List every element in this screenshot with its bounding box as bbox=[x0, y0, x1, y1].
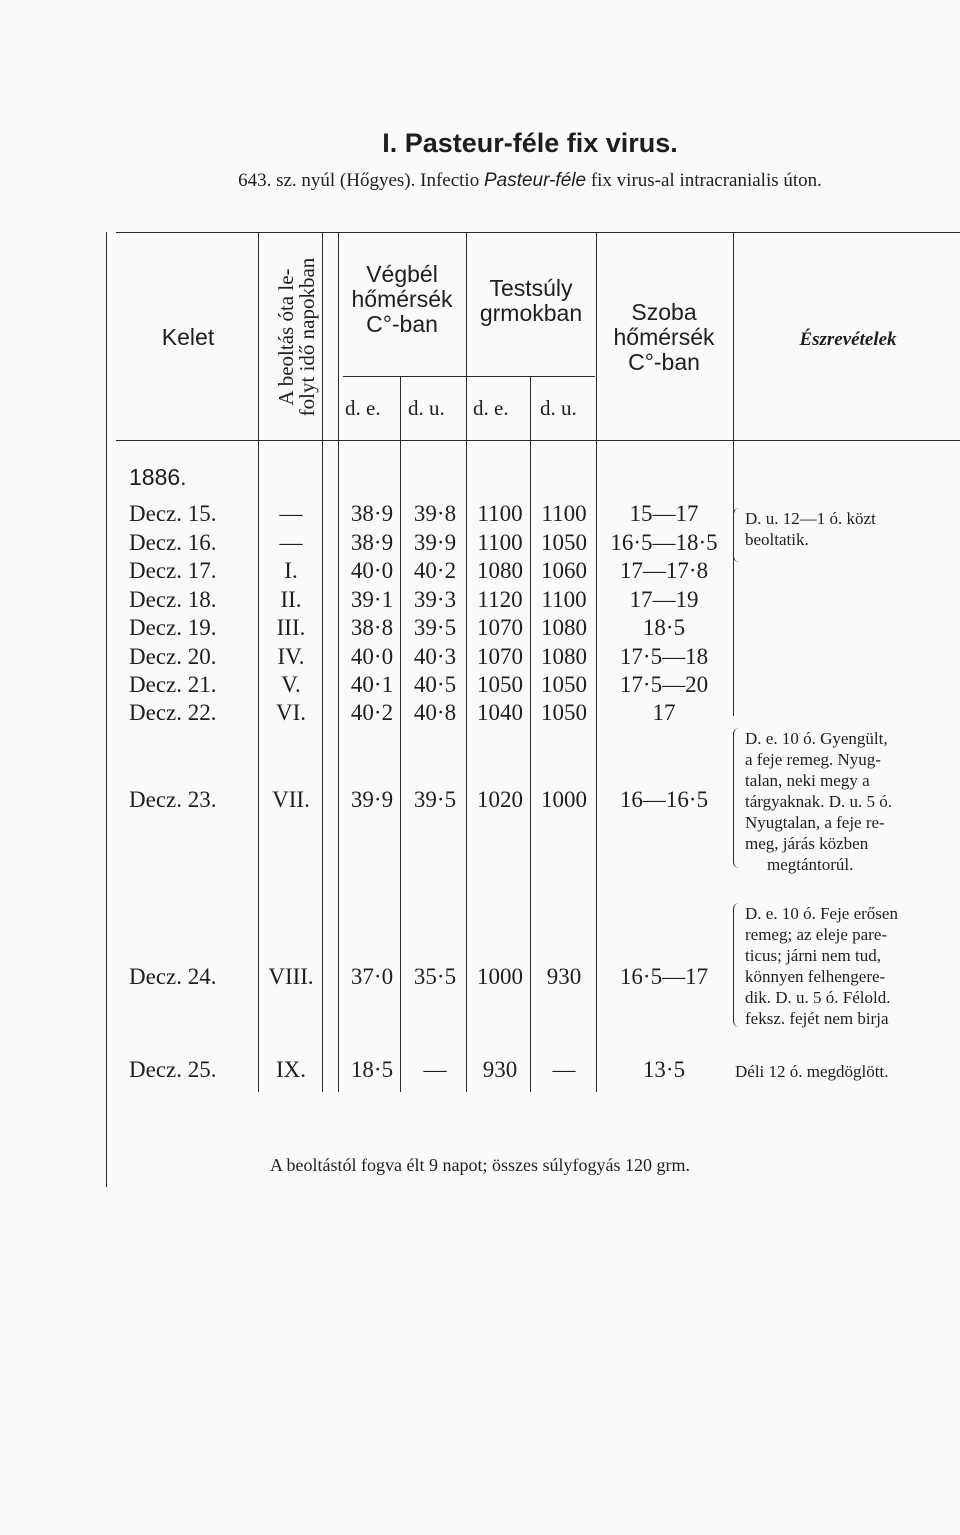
row-temp-de: 37·0 bbox=[350, 964, 394, 989]
row-temp-de: 18·5 bbox=[350, 1057, 394, 1082]
note-line: megtántorúl. bbox=[767, 855, 854, 874]
subheader-weight-du: d. u. bbox=[540, 396, 577, 420]
note-line: könnyen felhengere- bbox=[745, 967, 886, 986]
row-temp-de: 39·9 bbox=[350, 787, 394, 812]
row-weight-de: 1070 bbox=[477, 615, 523, 640]
header-room-line3: C°-ban bbox=[628, 349, 700, 375]
row-date: Decz. 18. bbox=[129, 587, 217, 612]
row-temp-du: 35·5 bbox=[413, 964, 457, 989]
row-weight-de: 1100 bbox=[477, 501, 523, 526]
row-day: — bbox=[279, 530, 303, 555]
row-day: I. bbox=[284, 558, 298, 583]
header-days-line1: A beoltás óta le- bbox=[274, 268, 298, 406]
header-sub-rule bbox=[343, 376, 595, 377]
row-weight-de: 1120 bbox=[477, 587, 523, 612]
row-weight-du: 1080 bbox=[541, 615, 587, 640]
header-temp-line1: Végbél bbox=[366, 261, 438, 287]
note-line: Nyugtalan, a feje re- bbox=[745, 813, 885, 832]
row-temp-du: 40·2 bbox=[413, 558, 457, 583]
row-temp-de: 40·1 bbox=[350, 672, 394, 697]
note-line: beoltatik. bbox=[745, 530, 809, 549]
subtitle-text-end: fix virus-al intracranialis úton. bbox=[586, 170, 822, 191]
row-room-temp: 17·5—20 bbox=[619, 672, 709, 697]
row-room-temp: 16·5—18·5 bbox=[610, 530, 718, 555]
note-line: D. e. 10 ó. Gyengült, bbox=[745, 729, 888, 748]
note-line: D. u. 12—1 ó. közt bbox=[745, 509, 876, 528]
subheader-temp-de: d. e. bbox=[345, 396, 381, 420]
column-divider bbox=[596, 232, 597, 1092]
row-weight-de: 1070 bbox=[477, 644, 523, 669]
header-bottom-rule bbox=[116, 440, 960, 441]
row-day: — bbox=[279, 501, 303, 526]
row-weight-du: 1080 bbox=[541, 644, 587, 669]
row-date: Decz. 20. bbox=[129, 644, 217, 669]
row-room-temp: 17·5—18 bbox=[619, 644, 709, 669]
header-temp-line3: C°-ban bbox=[366, 311, 438, 337]
note-dec24 bbox=[745, 903, 898, 1029]
row-day: IV. bbox=[277, 644, 305, 669]
row-room-temp: 16·5—17 bbox=[619, 964, 709, 989]
page-title: I. Pasteur-féle fix virus. bbox=[382, 128, 678, 158]
row-day: VII. bbox=[272, 787, 310, 812]
note-dec15 bbox=[745, 508, 876, 550]
row-temp-de: 40·0 bbox=[350, 644, 394, 669]
header-notes: Észrevételek bbox=[799, 329, 897, 350]
row-weight-du: 1100 bbox=[541, 501, 587, 526]
row-weight-de: 1020 bbox=[477, 787, 523, 812]
row-room-temp: 15—17 bbox=[629, 501, 699, 526]
note-line: remeg; az eleje pare- bbox=[745, 925, 888, 944]
row-temp-de: 39·1 bbox=[350, 587, 394, 612]
row-weight-de: 1040 bbox=[477, 700, 523, 725]
row-weight-du: 1100 bbox=[541, 587, 587, 612]
row-date: Decz. 16. bbox=[129, 530, 217, 555]
row-weight-de: 1080 bbox=[477, 558, 523, 583]
row-date: Decz. 24. bbox=[129, 964, 217, 989]
row-weight-du: 1000 bbox=[541, 787, 587, 812]
row-weight-du: 1050 bbox=[541, 672, 587, 697]
row-date: Decz. 19. bbox=[129, 615, 217, 640]
row-room-temp: 16—16·5 bbox=[619, 787, 709, 812]
column-divider bbox=[258, 232, 259, 1092]
note-line: Déli 12 ó. megdöglött. bbox=[735, 1062, 889, 1081]
header-days-elapsed bbox=[275, 232, 319, 442]
note-dec23 bbox=[745, 728, 892, 875]
row-weight-du: 1050 bbox=[541, 700, 587, 725]
note-line: talan, neki megy a bbox=[745, 771, 870, 790]
header-body-weight bbox=[466, 276, 596, 326]
row-room-temp: 17—17·8 bbox=[619, 558, 709, 583]
summary-footer: A beoltástól fogva élt 9 napot; összes súlyfogyás 120 grm. bbox=[270, 1155, 690, 1175]
row-temp-du: 39·9 bbox=[413, 530, 457, 555]
row-date: Decz. 17. bbox=[129, 558, 217, 583]
note-line: tárgyaknak. D. u. 5 ó. bbox=[745, 792, 892, 811]
row-day: VIII. bbox=[268, 964, 314, 989]
note-brace bbox=[733, 903, 740, 1027]
row-temp-du: — bbox=[423, 1057, 447, 1082]
table-top-rule bbox=[116, 232, 960, 233]
header-room-line1: Szoba bbox=[631, 299, 697, 325]
row-day: V. bbox=[281, 672, 301, 697]
row-temp-du: 39·3 bbox=[413, 587, 457, 612]
page-subtitle bbox=[0, 170, 960, 192]
note-line: dik. D. u. 5 ó. Félold. bbox=[745, 988, 891, 1007]
header-rectal-temp bbox=[338, 262, 466, 337]
header-kelet: Kelet bbox=[161, 324, 215, 350]
note-dec25 bbox=[735, 1061, 888, 1082]
note-line: a feje remeg. Nyug- bbox=[745, 750, 881, 769]
row-temp-du: 39·5 bbox=[413, 787, 457, 812]
note-line: ticus; járni nem tud, bbox=[745, 946, 881, 965]
note-line: D. e. 10 ó. Feje erősen bbox=[745, 904, 898, 923]
subheader-temp-du: d. u. bbox=[408, 396, 445, 420]
row-date: Decz. 25. bbox=[129, 1057, 217, 1082]
row-temp-de: 40·2 bbox=[350, 700, 394, 725]
row-weight-de: 1000 bbox=[477, 964, 523, 989]
row-date: Decz. 23. bbox=[129, 787, 217, 812]
header-weight-line2: grmokban bbox=[479, 300, 583, 326]
row-weight-du: 1050 bbox=[541, 530, 587, 555]
row-day: IX. bbox=[275, 1057, 307, 1082]
row-day: VI. bbox=[275, 700, 307, 725]
row-temp-de: 40·0 bbox=[350, 558, 394, 583]
row-room-temp: 13·5 bbox=[642, 1057, 686, 1082]
row-room-temp: 17 bbox=[652, 700, 676, 725]
header-temp-line2: hőmérsék bbox=[351, 286, 453, 312]
note-brace bbox=[733, 728, 740, 868]
note-line: meg, járás közben bbox=[745, 834, 869, 853]
row-temp-du: 40·8 bbox=[413, 700, 457, 725]
note-brace bbox=[733, 508, 740, 562]
row-date: Decz. 22. bbox=[129, 700, 217, 725]
row-room-temp: 17—19 bbox=[629, 587, 699, 612]
row-day: II. bbox=[280, 587, 302, 612]
column-divider bbox=[338, 232, 339, 1092]
header-days-line2: folyt idő napokban bbox=[295, 257, 319, 417]
row-date: Decz. 15. bbox=[129, 501, 217, 526]
row-temp-du: 40·3 bbox=[413, 644, 457, 669]
header-weight-line1: Testsúly bbox=[489, 275, 573, 301]
row-weight-du: — bbox=[552, 1057, 576, 1082]
header-room-line2: hőmérsék bbox=[613, 324, 715, 350]
row-temp-du: 39·5 bbox=[413, 615, 457, 640]
year-label: 1886. bbox=[129, 464, 187, 490]
row-temp-de: 38·8 bbox=[350, 615, 394, 640]
subheader-weight-de: d. e. bbox=[473, 396, 509, 420]
row-weight-de: 1050 bbox=[477, 672, 523, 697]
column-divider bbox=[322, 232, 323, 1092]
left-margin-rule bbox=[106, 232, 107, 1187]
row-room-temp: 18·5 bbox=[642, 615, 686, 640]
row-temp-du: 39·8 bbox=[413, 501, 457, 526]
note-line: feksz. fejét nem birja bbox=[745, 1009, 889, 1028]
column-divider bbox=[733, 232, 734, 716]
row-weight-du: 1060 bbox=[541, 558, 587, 583]
row-weight-de: 1100 bbox=[477, 530, 523, 555]
row-date: Decz. 21. bbox=[129, 672, 217, 697]
header-room-temp bbox=[598, 300, 730, 375]
row-temp-du: 40·5 bbox=[413, 672, 457, 697]
row-weight-du: 930 bbox=[546, 964, 582, 989]
row-weight-de: 930 bbox=[482, 1057, 518, 1082]
row-day: III. bbox=[276, 615, 306, 640]
subtitle-italic: Pasteur-féle bbox=[483, 170, 587, 191]
subtitle-text: 643. sz. nyúl (Hőgyes). Infectio bbox=[238, 170, 484, 191]
row-temp-de: 38·9 bbox=[350, 501, 394, 526]
row-temp-de: 38·9 bbox=[350, 530, 394, 555]
